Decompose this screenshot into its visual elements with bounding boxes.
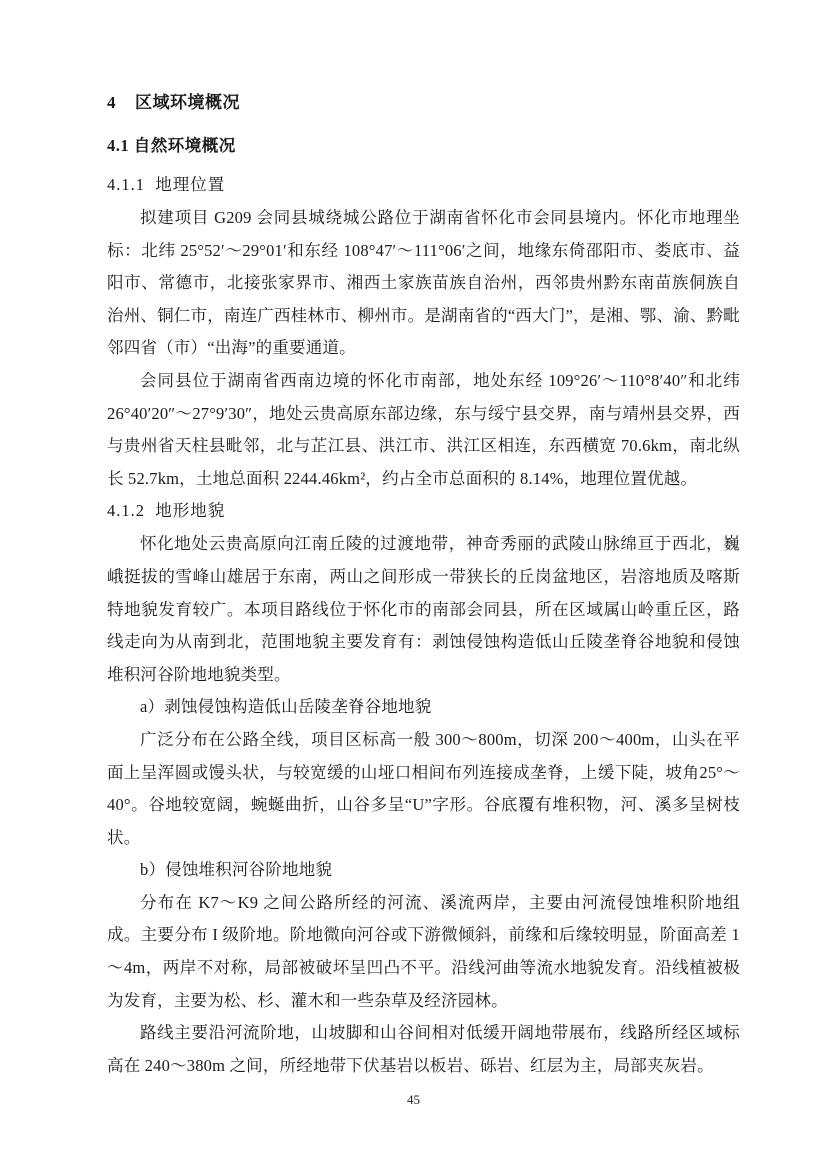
paragraph-route-terrain: 路线主要沿河流阶地，山坡脚和山谷间相对低缓开阔地带展布，线路所经区域标高在 240～380m 之间，所经地带下伏基岩以板岩、砾岩、红层为主，局部夹灰岩。 <box>107 1023 740 1075</box>
page-number: 45 <box>407 1092 420 1107</box>
chapter-heading: 4 区域环境概况 <box>107 93 240 112</box>
paragraph-geography-2: 会同县位于湖南省西南边境的怀化市南部，地处东经 109°26′～110°8′40″和北纬 26°40′20″～27°9′30″，地处云贵高原东部边缘，东与绥宁县交界，南与靖州县交界，西与贵州省天柱县毗邻，北与芷江县、洪江市、洪江区相连，东西横宽 70.6km，南北纵长 52.7km，土地总面积 2244.46km²，约占全市总面积的 8.14%，地理位置优越。 <box>107 370 740 488</box>
section-heading-natural-environment: 4.1 自然环境概况 <box>107 136 236 155</box>
paragraph-landform-type-b: 分布在 K7～K9 之间公路所经的河流、溪流两岸，主要由河流侵蚀堆积阶地组成。主要分布 I 级阶地。阶地微向河谷或下游微倾斜，前缘和后缘较明显，阶面高差 1～4m，两岸不对称，局部被破坏呈凹凸不平。沿线河曲等流水地貌发育。沿线植被极为发育，主要为松、杉、灌木和一些杂草及经济园林。 <box>107 892 740 1010</box>
paragraph-landform-type-a: 广泛分布在公路全线，项目区标高一般 300～800m，切深 200～400m，山头在平面上呈浑圆或馒头状，与较宽缓的山垭口相间布列连接成垄脊，上缓下陡，坡角25°～40°。谷地较宽阔，蜿蜒曲折，山谷多呈“U”字形。谷底覆有堆积物，河、溪多呈树枝状。 <box>107 729 740 847</box>
paragraph-landform-overview: 怀化地处云贵高原向江南丘陵的过渡地带，神奇秀丽的武陵山脉绵亘于西北，巍峨挺拔的雪峰山雄居于东南，两山之间形成一带狭长的丘岗盆地区，岩溶地质及喀斯特地貌发育较广。本项目路线位于怀化市的南部会同县，所在区域属山岭重丘区，路线走向为从南到北，范围地貌主要发育有：剥蚀侵蚀构造低山丘陵垄脊谷地貌和侵蚀堆积河谷阶地地貌类型。 <box>107 534 740 684</box>
list-item-a-landform-type: a）剥蚀侵蚀构造低山岳陵垄脊谷地地貌 <box>140 697 432 717</box>
subsection-heading-geographic-location: 4.1.1 地理位置 <box>107 175 226 194</box>
list-item-b-landform-type: b）侵蚀堆积河谷阶地地貌 <box>140 860 333 880</box>
subsection-heading-landform: 4.1.2 地形地貌 <box>107 501 226 521</box>
paragraph-geography-1: 拟建项目 G209 会同县城绕城公路位于湖南省怀化市会同县境内。怀化市地理坐标：北纬 25°52′～29°01′和东经 108°47′～111°06′之间，地缘东倚邵阳市、娄底市、益阳市、常德市，北接张家界市、湘西土家族苗族自治州，西邻贵州黔东南苗族侗族自治州、铜仁市，南连广西桂林市、柳州市。是湖南省的“西大门”，是湘、鄂、渝、黔毗邻四省（市）“出海”的重要通道。 <box>107 208 740 358</box>
